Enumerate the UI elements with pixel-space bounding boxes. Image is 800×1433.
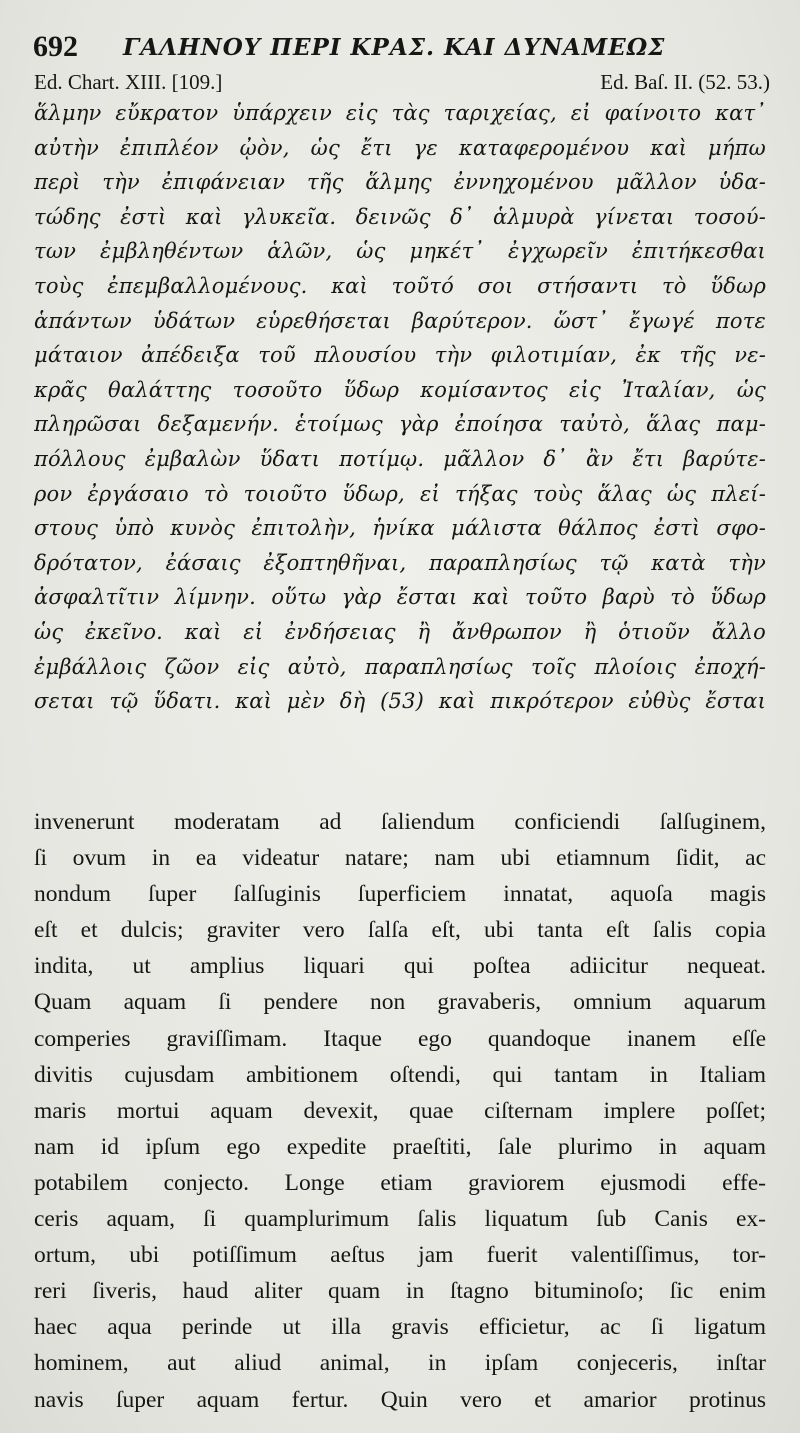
greek-text-line: πληρῶσαι δεξαμενήν. ἑτοίμως γὰρ ἐποίησα ταὐτὸ, ἅλας παμ- (34, 412, 766, 437)
greek-text-line: ἐμβάλλοις ζῶον εἰς αὐτὸ, παραπλησίως τοῖς πλοίοις ἐποχή- (34, 654, 766, 679)
greek-text-line: μάταιον ἀπέδειξα τοῦ πλουσίου τὴν φιλοτιμίαν, ἐκ τῆς νε- (34, 343, 766, 368)
greek-text-line: ὡς ἐκεῖνο. καὶ εἰ ἐνδήσειας ἢ ἄνθρωπον ἢ ὁτιοῦν ἄλλο (34, 619, 766, 644)
latin-text-line: indita, ut amplius liquari qui poſtea adiicitur nequeat. (34, 953, 766, 980)
latin-text-line: potabilem conjecto. Longe etiam graviorem ejusmodi effe- (34, 1169, 766, 1196)
latin-text-line: nam id ipſum ego expedite praeſtiti, ſale plurimo in aquam (34, 1133, 766, 1160)
edition-reference (34, 70, 770, 96)
greek-text-line: ἀσφαλτῖτιν λίμνην. οὕτω γὰρ ἔσται καὶ τοῦτο βαρὺ τὸ ὕδωρ (34, 585, 766, 610)
greek-text-line: των ἐμβληθέντων ἁλῶν, ὡς μηκέτ᾽ ἐγχωρεῖν ἐπιτήκεσθαι (34, 239, 766, 264)
greek-text-block (34, 96, 766, 719)
latin-text-block (34, 804, 766, 1418)
latin-text-line: ſi ovum in ea videatur natare; nam ubi etiamnum ſidit, ac (34, 845, 766, 872)
greek-text-line: ἁπάντων ὑδάτων εὑρεθήσεται βαρύτερον. ὥστ᾽ ἔγωγέ ποτε (34, 308, 766, 333)
latin-text-line: eſt et dulcis; graviter vero ſalſa eſt, ubi tanta eſt ſalis copia (34, 917, 766, 944)
latin-text-line: hominem, aut aliud animal, in ipſam conjeceris, inſtar (34, 1350, 766, 1377)
latin-text-line: reri ſiveris, haud aliter quam in ſtagno bituminoſo; ſic enim (34, 1278, 766, 1305)
page-number: 692 (33, 30, 78, 63)
latin-text-line: maris mortui aquam devexit, quae ciſternam implere poſſet; (34, 1097, 766, 1124)
greek-text-line: ρον ἐργάσαιο τὸ τοιοῦτο ὕδωρ, εἰ τήξας τοὺς ἅλας ὡς πλεί- (34, 481, 766, 506)
greek-text-line: τώδης ἐστὶ καὶ γλυκεῖα. δεινῶς δ᾽ ἁλμυρὰ γίνεται τοσού- (34, 204, 766, 229)
greek-text-line: κρᾶς θαλάττης τοσοῦτο ὕδωρ κομίσαντος εἰς Ἰταλίαν, ὡς (34, 377, 766, 402)
greek-text-line: περὶ τὴν ἐπιφάνειαν τῆς ἅλμης ἐννηχομένου μᾶλλον ὑδα- (34, 170, 766, 195)
latin-text-line: ortum, ubi potiſſimum aeſtus jam fuerit valentiſſimus, tor- (34, 1242, 766, 1269)
latin-text-line: nondum ſuper ſalſuginis ſuperficiem innatat, aquoſa magis (34, 881, 766, 908)
greek-text-line: δρότατον, ἐάσαις ἐξοπτηθῆναι, παραπλησίως τῷ κατὰ τὴν (34, 550, 766, 575)
running-title: ΓΑΛΗΝΟΥ ΠΕΡΙ ΚΡΑΣ. ΚΑΙ ΔΥΝΑΜΕΩΣ (123, 34, 666, 61)
greek-text-line: σεται τῷ ὕδατι. καὶ μὲν δὴ (53) καὶ πικρότερον εὐθὺς ἔσται (34, 689, 766, 714)
greek-text-line: ἅλμην εὔκρατον ὑπάρχειν εἰς τὰς ταριχείας, εἰ φαίνοιτο κατ᾽ (34, 101, 766, 125)
latin-text-line: comperies graviſſimam. Itaque ego quandoque inanem eſſe (34, 1025, 766, 1052)
greek-text-line: αὐτὴν ἐπιπλέον ᾠὸν, ὡς ἔτι γε καταφερομένου καὶ μήπω (34, 135, 766, 160)
latin-text-line: Quam aquam ſi pendere non gravaberis, omnium aquarum (34, 989, 766, 1016)
edition-chartier: Ed. Chart. XIII. [109.] (34, 70, 223, 94)
page-header (33, 26, 773, 66)
latin-text-line: invenerunt moderatam ad ſaliendum conficiendi ſalſuginem, (34, 809, 766, 835)
latin-text-line: haec aqua perinde ut illa gravis efficietur, ac ſi ligatum (34, 1314, 766, 1341)
greek-text-line: πόλλους ἐμβαλὼν ὕδατι ποτίμῳ. μᾶλλον δ᾽ ἂν ἔτι βαρύτε- (34, 446, 766, 471)
greek-text-line: τοὺς ἐπεμβαλλομένους. καὶ τοῦτό σοι στήσαντι τὸ ὕδωρ (34, 273, 766, 298)
greek-text-line: στους ὑπὸ κυνὸς ἐπιτολὴν, ἡνίκα μάλιστα θάλπος ἐστὶ σφο- (34, 516, 766, 541)
edition-basel: Ed. Baſ. II. (52. 53.) (600, 70, 770, 94)
latin-text-line: ceris aquam, ſi quamplurimum ſalis liquatum ſub Canis ex- (34, 1206, 766, 1233)
latin-text-line: divitis cujusdam ambitionem oſtendi, qui tantam in Italiam (34, 1061, 766, 1088)
latin-text-line: navis ſuper aquam fertur. Quin vero et amarior protinus (34, 1386, 766, 1413)
